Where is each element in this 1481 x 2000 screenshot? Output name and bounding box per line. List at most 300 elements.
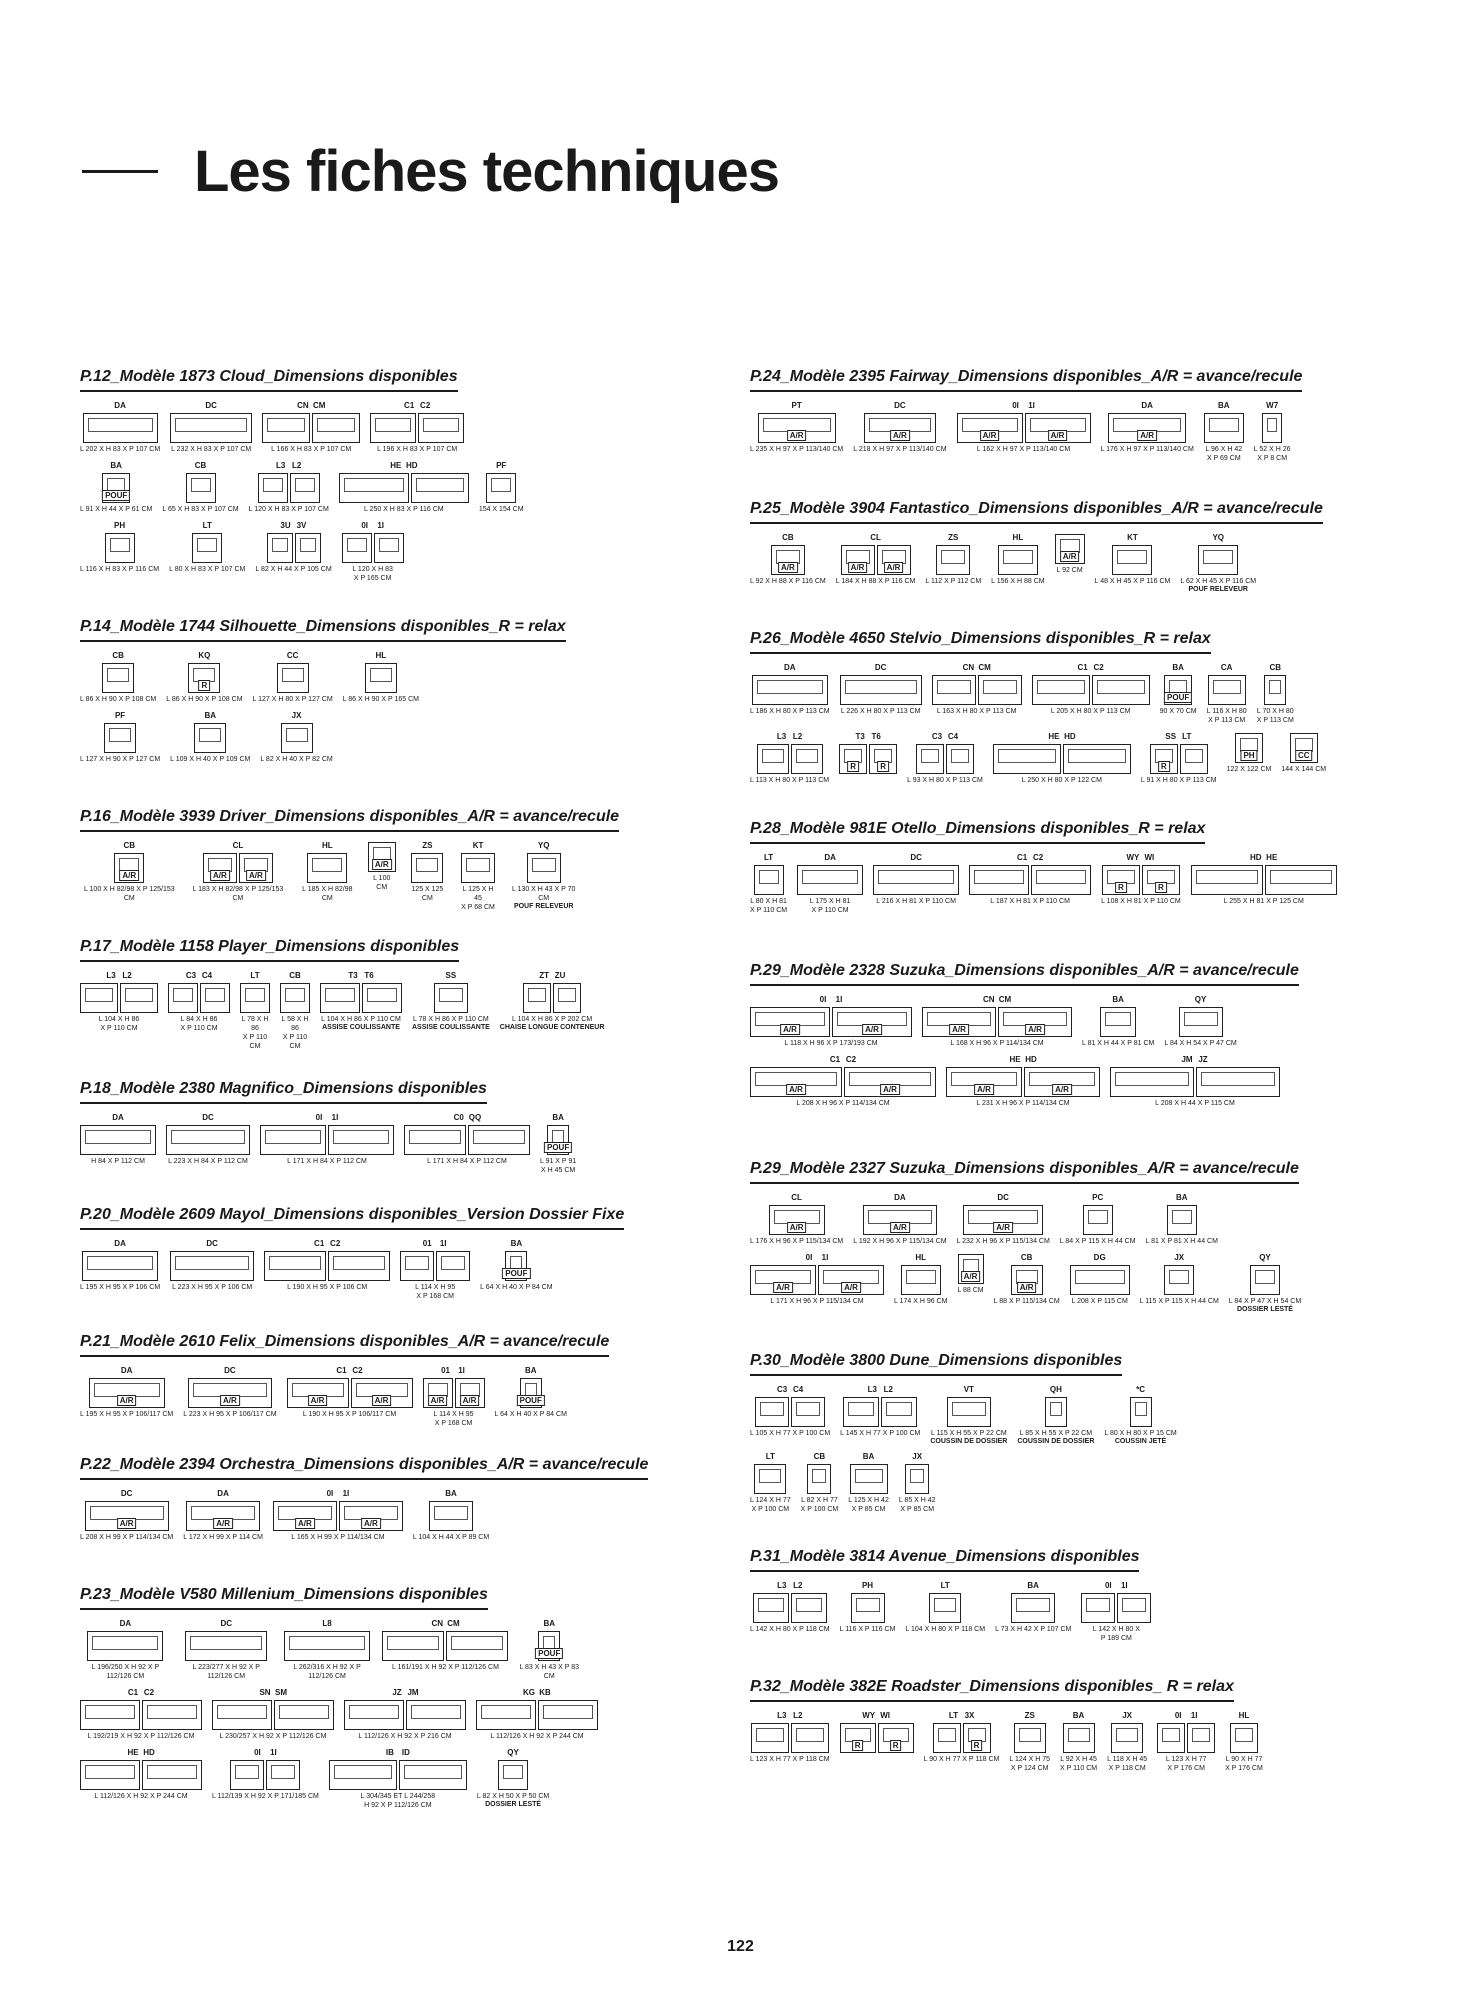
model-codes: [217, 1488, 229, 1499]
model-row: [750, 1580, 1375, 1643]
section-title: P.29_Modèle 2328 Suzuka_Dimensions disponibles_A/R = avance/recule: [750, 962, 1299, 986]
spec-section: [750, 820, 1375, 921]
model-item: [320, 970, 402, 1031]
sofa-diagram: [89, 1378, 165, 1408]
module-tag: A/R: [213, 1518, 233, 1529]
model-row: [80, 1238, 580, 1301]
model-code: L2: [793, 1711, 803, 1720]
model-item: [957, 1192, 1050, 1246]
sofa-diagram: [850, 1464, 888, 1494]
model-item: [287, 1365, 413, 1419]
sofa-module-icon: [80, 1760, 140, 1790]
sofa-diagram: [329, 1760, 467, 1790]
model-codes: [784, 662, 796, 673]
model-code: C2: [1093, 663, 1104, 672]
sofa-diagram: [1290, 733, 1318, 763]
model-row: [750, 1054, 1375, 1108]
dimensions-text: L 116 X P 116 CM: [839, 1626, 896, 1633]
model-codes: [347, 970, 375, 981]
model-code: DA: [119, 1619, 132, 1628]
sofa-module-icon: [429, 1501, 473, 1531]
section-title: P.14_Modèle 1744 Silhouette_Dimensions disponibles_R = relax: [80, 618, 566, 642]
model-code: 1I: [1028, 401, 1035, 410]
model-item: [479, 460, 524, 514]
model-code: CM: [998, 995, 1012, 1004]
model-codes: [1121, 1710, 1133, 1721]
dimensions-text: 125 X 125 CM: [411, 886, 444, 902]
module-tag: A/R: [428, 1395, 448, 1406]
model-item: [995, 1580, 1071, 1634]
model-codes: [289, 970, 301, 981]
model-code: ZS: [948, 533, 959, 542]
sofa-diagram: [168, 983, 230, 1013]
sofa-diagram: [280, 983, 310, 1013]
sofa-module-icon: [89, 1378, 165, 1408]
model-item: [181, 1618, 272, 1681]
model-item: [423, 1365, 485, 1428]
model-list: [750, 1192, 1375, 1313]
sofa-module-icon: [82, 1251, 158, 1281]
model-item: [382, 1618, 508, 1672]
sofa-diagram: [963, 1205, 1043, 1235]
dimensions-text: L 127 X H 90 X P 127 CM: [80, 756, 161, 763]
module-tag: A/R: [974, 1084, 994, 1095]
model-note: COUSSIN DE DOSSIER: [930, 1438, 1008, 1445]
dimensions-text: L 171 X H 96 X P 115/134 CM: [770, 1298, 864, 1305]
model-codes: [453, 1112, 481, 1123]
model-item: [905, 1580, 985, 1634]
model-codes: [495, 460, 507, 471]
sofa-diagram: [1108, 413, 1186, 443]
model-note: COUSSIN JETÉ: [1114, 1438, 1167, 1445]
model-item: [1110, 1054, 1280, 1108]
model-item: [404, 1112, 530, 1166]
dimensions-text: L 83 X H 43 X P 83 CM: [519, 1664, 579, 1680]
sofa-diagram: [1055, 534, 1085, 564]
sofa-diagram: [1111, 1723, 1143, 1753]
sofa-module-icon: [1180, 744, 1208, 774]
module-tag: R: [852, 1740, 864, 1751]
dimensions-text: L 93 X H 80 X P 113 CM: [907, 777, 983, 784]
dimensions-text: L 172 X H 99 X P 114 CM: [183, 1534, 263, 1541]
model-code: 01: [422, 1239, 432, 1248]
model-item: [836, 532, 916, 586]
dimensions-text: L 223 X H 95 X P 106/117 CM: [183, 1411, 277, 1418]
page-number: 122: [727, 1938, 754, 1955]
module-tag: A/R: [1060, 551, 1080, 562]
sofa-diagram: [932, 675, 1022, 705]
dimensions-text: L 86 X H 90 X P 108 CM: [166, 696, 243, 703]
model-code: JX: [1122, 1711, 1133, 1720]
sofa-diagram: [188, 1378, 272, 1408]
model-codes: [1016, 852, 1044, 863]
model-item: [1257, 662, 1294, 725]
sofa-diagram: [1250, 1265, 1280, 1295]
model-item: [459, 840, 498, 912]
model-code: HD: [1249, 853, 1262, 862]
sofa-module-icon: [102, 663, 134, 693]
model-list: [80, 1238, 580, 1301]
dimensions-text: L 100 CM: [373, 875, 391, 891]
dimensions-text: 154 X 154 CM: [478, 506, 524, 513]
module-tag: POUF: [535, 1648, 563, 1659]
spec-section: [750, 1548, 1375, 1649]
model-code: PC: [1092, 1193, 1104, 1202]
sofa-module-icon: [328, 1125, 394, 1155]
model-item: [80, 1112, 156, 1166]
model-item: [899, 1451, 936, 1514]
model-codes: [202, 1112, 214, 1123]
sofa-module-icon: [83, 413, 158, 443]
model-code: C2: [420, 401, 431, 410]
sofa-module-icon: [851, 1593, 885, 1623]
model-code: LT: [202, 521, 212, 530]
sofa-module-icon: [104, 723, 136, 753]
model-code: PT: [791, 401, 802, 410]
dimensions-text: L 218 X H 97 X P 113/140 CM: [853, 446, 947, 453]
dimensions-text: L 100 X H 82/98 X P 125/153 CM: [83, 886, 175, 902]
model-code: DA: [114, 1239, 126, 1248]
model-item: [183, 1488, 263, 1542]
model-item: [1229, 1252, 1301, 1313]
model-code: JM: [1181, 1055, 1193, 1064]
model-code: C3: [776, 1385, 788, 1394]
section-title: P.29_Modèle 2327 Suzuka_Dimensions disponibles_A/R = avance/recule: [750, 1160, 1299, 1184]
model-codes: [403, 400, 431, 411]
model-code: C1: [829, 1055, 841, 1064]
dimensions-text: L 70 X H 80 X P 113 CM: [1256, 708, 1294, 724]
model-codes: [1165, 731, 1193, 742]
module-tag: R: [1158, 761, 1170, 772]
dimensions-text: L 88 CM: [957, 1287, 984, 1294]
sofa-module-icon: [840, 675, 922, 705]
sofa-diagram: [841, 545, 911, 575]
sofa-module-icon: [382, 1631, 444, 1661]
model-row: [750, 1384, 1375, 1445]
model-codes: [866, 1384, 894, 1395]
sofa-diagram: [411, 853, 443, 883]
model-item: [297, 840, 357, 903]
model-codes: [287, 650, 299, 661]
section-title: P.21_Modèle 2610 Felix_Dimensions disponibles_A/R = avance/recule: [80, 1333, 609, 1357]
model-code: HL: [1012, 533, 1024, 542]
model-item: [260, 710, 332, 764]
model-code: WI: [880, 1711, 890, 1720]
sofa-diagram: [1100, 1007, 1136, 1037]
sofa-module-icon: [320, 983, 360, 1013]
sofa-module-icon: [1290, 733, 1318, 763]
model-item: [750, 532, 826, 586]
model-codes: [763, 852, 775, 863]
spec-section: [750, 1160, 1375, 1319]
model-item: [848, 1451, 889, 1514]
model-code: L3: [276, 461, 286, 470]
model-codes: [776, 1580, 804, 1591]
sofa-diagram: [851, 1593, 885, 1623]
sofa-diagram: [461, 853, 495, 883]
dimensions-text: L 196 X H 83 X P 107 CM: [377, 446, 458, 453]
model-code: T6: [364, 971, 374, 980]
model-item: [840, 1710, 914, 1755]
model-codes: [862, 1580, 874, 1591]
sofa-diagram: [840, 675, 922, 705]
model-codes: [201, 520, 213, 531]
sofa-diagram: [873, 865, 959, 895]
model-item: [339, 460, 469, 514]
sofa-module-icon: [750, 1067, 842, 1097]
sofa-module-icon: [538, 1631, 560, 1661]
model-note: POUF RELEVEUR: [1188, 586, 1248, 593]
sofa-module-icon: [281, 723, 313, 753]
model-code: BA: [110, 461, 122, 470]
model-codes: [375, 650, 387, 661]
sofa-diagram: [754, 865, 784, 895]
sofa-module-icon: [752, 675, 828, 705]
model-code: CB: [782, 533, 794, 542]
sofa-diagram: [85, 1501, 169, 1531]
sofa-diagram: [946, 1067, 1100, 1097]
section-title: P.31_Modèle 3814 Avenue_Dimensions disponibles: [750, 1548, 1139, 1572]
model-note: DOSSIER LESTÉ: [1236, 1306, 1293, 1313]
sofa-diagram: [114, 853, 144, 883]
sofa-diagram: [277, 663, 309, 693]
model-code: 0I: [805, 1253, 813, 1262]
dimensions-text: L 52 X H 26 X P 8 CM: [1253, 446, 1291, 462]
model-item: [518, 1618, 580, 1681]
sofa-module-icon: [864, 413, 936, 443]
model-item: [925, 532, 981, 586]
model-codes: [114, 710, 126, 721]
model-code: C1: [404, 401, 415, 410]
model-codes: [1238, 1710, 1250, 1721]
model-item: [1082, 994, 1154, 1048]
model-code: CN: [962, 663, 975, 672]
model-code: JX: [1174, 1253, 1185, 1262]
model-code: 1I: [331, 1113, 339, 1122]
model-code: C3: [185, 971, 197, 980]
module-tag: A/R: [372, 1395, 392, 1406]
dimensions-text: L 223 X H 95 X P 106 CM: [172, 1284, 253, 1291]
model-codes: [112, 1112, 124, 1123]
sofa-module-icon: [553, 983, 581, 1013]
model-code: LT: [940, 1581, 950, 1590]
model-list: [80, 650, 580, 764]
spec-section: [80, 618, 580, 770]
sofa-module-icon: [1142, 865, 1180, 895]
sofa-module-icon: [807, 1464, 831, 1494]
model-item: [1104, 1384, 1176, 1445]
sofa-module-icon: [844, 1067, 936, 1097]
sofa-module-icon: [203, 853, 237, 883]
sofa-module-icon: [1112, 545, 1152, 575]
model-codes: [829, 1054, 857, 1065]
model-codes: [538, 970, 566, 981]
model-row: [750, 400, 1375, 463]
sofa-diagram: [382, 1631, 508, 1661]
model-codes: [204, 710, 216, 721]
page-header: [82, 138, 779, 205]
model-item: [1191, 852, 1337, 906]
model-codes: [870, 532, 882, 543]
sofa-module-icon: [753, 1593, 789, 1623]
sofa-diagram: [1081, 1593, 1151, 1623]
dimensions-text: L 184 X H 88 X P 116 CM: [835, 578, 916, 585]
dimensions-text: L 185 X H 82/98 CM: [302, 886, 353, 902]
dimensions-text: L 114 X H 95 X P 168 CM: [433, 1411, 474, 1427]
dimensions-text: L 176 X H 96 X P 115/134 CM: [750, 1238, 844, 1245]
model-item: [1032, 662, 1150, 716]
spec-section: [80, 938, 605, 1057]
model-note: CHAISE LONGUE CONTENEUR: [499, 1024, 605, 1031]
model-code: C1: [314, 1239, 325, 1248]
dimensions-text: L 250 X H 80 X P 122 CM: [1021, 777, 1102, 784]
sofa-module-icon: [523, 983, 551, 1013]
model-row: [750, 1451, 1375, 1514]
model-codes: [782, 532, 794, 543]
model-item: [477, 1747, 549, 1808]
model-codes: [440, 1365, 468, 1376]
sofa-module-icon: [266, 1760, 300, 1790]
module-tag: A/R: [949, 1024, 969, 1035]
model-codes: [894, 1192, 906, 1203]
sofa-diagram: [365, 663, 397, 693]
model-item: [273, 1488, 403, 1542]
sofa-module-icon: [905, 1464, 929, 1494]
model-list: [750, 1580, 1375, 1643]
sofa-diagram: [538, 1631, 560, 1661]
model-item: [80, 1488, 173, 1542]
sofa-module-icon: [791, 1593, 827, 1623]
dimensions-text: L 118 X H 96 X P 173/193 CM: [784, 1040, 878, 1047]
model-item: [1017, 1384, 1094, 1445]
model-note: ASSISE COULISSANTE: [322, 1024, 400, 1031]
sofa-diagram: [1230, 1723, 1258, 1753]
model-codes: [997, 1192, 1009, 1203]
sofa-module-icon: [312, 413, 360, 443]
model-code: C2: [352, 1366, 363, 1375]
sofa-diagram: [750, 1067, 936, 1097]
model-item: [907, 731, 983, 785]
model-item: [406, 840, 449, 903]
sofa-module-icon: [498, 1760, 528, 1790]
model-code: HL: [321, 841, 333, 850]
sofa-module-icon: [404, 1125, 466, 1155]
spec-section: [750, 368, 1375, 469]
model-code: DC: [202, 1113, 214, 1122]
model-codes: [813, 1451, 825, 1462]
model-item: [1157, 1710, 1215, 1773]
sofa-module-icon: [258, 473, 288, 503]
model-code: 1I: [342, 1489, 350, 1498]
dimensions-text: L 92 X H 88 X P 116 CM: [750, 578, 826, 585]
model-code: DC: [997, 1193, 1009, 1202]
module-tag: A/R: [117, 1395, 137, 1406]
model-item: [249, 460, 329, 514]
dimensions-text: L 92 X H 45 X P 110 CM: [1060, 1756, 1098, 1772]
module-tag: A/R: [862, 1024, 882, 1035]
sofa-module-icon: [80, 983, 118, 1013]
model-codes: [224, 1365, 236, 1376]
sofa-diagram: [839, 744, 897, 774]
model-item: [342, 520, 404, 583]
dimensions-text: L 96 X H 42 X P 69 CM: [1205, 446, 1243, 462]
model-code: KB: [539, 1688, 551, 1697]
model-item: [930, 1384, 1007, 1445]
sofa-module-icon: [280, 983, 310, 1013]
sofa-diagram: [1083, 1205, 1113, 1235]
sofa-diagram: [370, 413, 464, 443]
sofa-diagram: [1110, 1067, 1280, 1097]
model-code: HE: [1048, 732, 1060, 741]
dimensions-text: L 104 X H 86 X P 110 CM: [321, 1016, 401, 1023]
model-codes: [939, 1580, 951, 1591]
model-code: SM: [275, 1688, 287, 1697]
model-code: JZ: [392, 1688, 402, 1697]
sofa-diagram: [339, 473, 469, 503]
model-item: [540, 1112, 576, 1175]
sofa-diagram: [993, 744, 1131, 774]
model-item: [80, 710, 160, 764]
dimensions-text: L 187 X H 81 X P 110 CM: [990, 898, 1070, 905]
dimensions-text: L 90 X H 77 X P 176 CM: [1225, 1756, 1263, 1772]
model-item: [1281, 731, 1326, 774]
module-tag: A/R: [778, 562, 798, 573]
sofa-module-icon: [869, 744, 897, 774]
model-list: [80, 1365, 580, 1428]
sofa-module-icon: [755, 1397, 789, 1427]
sofa-diagram: [750, 1007, 912, 1037]
sofa-module-icon: [932, 675, 976, 705]
model-codes: [1218, 400, 1230, 411]
model-code: T3: [855, 732, 865, 741]
model-codes: [313, 1112, 341, 1123]
sofa-diagram: [1150, 744, 1208, 774]
model-item: [1140, 1252, 1219, 1306]
dimensions-text: L 62 X H 45 X P 116 CM: [1180, 578, 1257, 585]
model-codes: [1024, 1710, 1036, 1721]
spec-section: [80, 1456, 649, 1548]
model-code: DC: [206, 1239, 218, 1248]
model-code: HE: [1266, 853, 1278, 862]
sofa-module-icon: [230, 1760, 264, 1790]
page-title: Les fiches techniques: [194, 139, 779, 204]
model-code: C1: [1016, 853, 1028, 862]
dimensions-text: L 175 X H 81 X P 110 CM: [809, 898, 851, 914]
sofa-diagram: [486, 473, 516, 503]
model-item: [924, 1710, 1000, 1764]
dimensions-text: L 113 X H 80 X P 113 CM: [750, 777, 830, 784]
sofa-module-icon: [1083, 1205, 1113, 1235]
sofa-module-icon: [1031, 865, 1091, 895]
sofa-module-icon: [1100, 1007, 1136, 1037]
dimensions-text: L 114 X H 95 X P 168 CM: [415, 1284, 456, 1300]
model-item: [750, 662, 830, 716]
sofa-diagram: [102, 663, 134, 693]
module-tag: A/R: [295, 1518, 315, 1529]
section-title: P.18_Modèle 2380 Magnifico_Dimensions disponibles: [80, 1080, 487, 1104]
model-codes: [507, 1747, 519, 1758]
model-codes: [1077, 662, 1105, 673]
model-codes: [280, 520, 308, 531]
sofa-module-icon: [446, 1631, 508, 1661]
title-dash: [82, 170, 158, 173]
dimensions-text: L 166 X H 83 X P 107 CM: [271, 446, 352, 453]
sofa-module-icon: [262, 413, 310, 443]
sofa-module-icon: [754, 865, 784, 895]
model-item: [170, 1238, 254, 1292]
model-code: DA: [1141, 401, 1153, 410]
dimensions-text: L 104 X H 86 X P 110 CM: [98, 1016, 140, 1032]
